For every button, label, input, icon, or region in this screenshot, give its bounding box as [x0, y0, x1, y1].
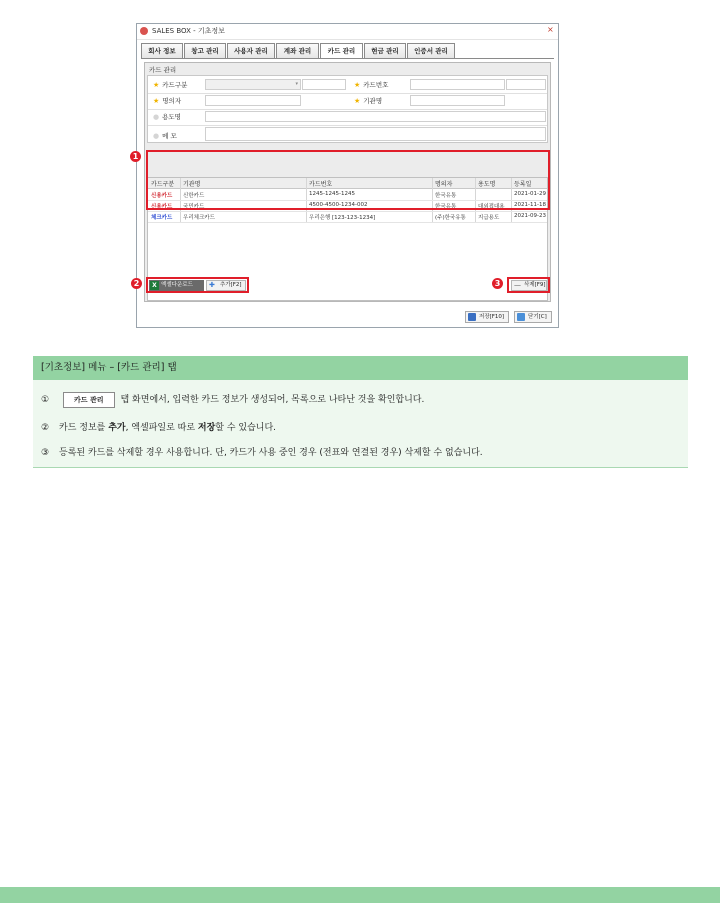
info-line-2-mid: , 엑셀파일로 따로 [125, 423, 198, 433]
close-button[interactable] [514, 311, 552, 323]
card-number-extra-field[interactable] [506, 79, 546, 90]
save-label: 저장[F10] [479, 314, 505, 320]
tab-accounts[interactable]: 계좌 관리 [276, 43, 319, 58]
usage-input[interactable] [205, 111, 546, 122]
exit-icon [517, 313, 525, 321]
step-number: ② [41, 423, 50, 433]
save-disk-icon [468, 313, 476, 321]
info-line-3-text: 등록된 카드를 삭제할 경우 사용합니다. 단, 카드가 사용 중인 경우 (전표와 연결된 경우) 삭제할 수 없습니다. [59, 448, 483, 458]
card-form [147, 75, 548, 143]
date-cell: 2021-01-29 [514, 191, 546, 197]
annotation-box-delete [507, 277, 550, 293]
date-cell: 2021-11-18 [514, 202, 546, 208]
info-body [33, 380, 688, 468]
info-line-2-bold-add: 추가 [108, 423, 126, 433]
card-type-cell: 신용카드 [151, 204, 173, 210]
institution-input[interactable] [410, 95, 505, 106]
card-number-cell: 4500-4500-1234-002 [309, 202, 368, 208]
institution-cell: 우리체크카드 [183, 215, 215, 221]
memo-label: ● 메 모 [153, 132, 177, 140]
annotation-box-list [146, 150, 550, 210]
info-line-2-post: 할 수 있습니다. [215, 423, 277, 433]
usage-label: ● 용도명 [153, 113, 181, 121]
owner-label: ★ 명의자 [153, 97, 182, 105]
plus-icon: ✚ [209, 281, 215, 289]
required-star-icon: ★ [354, 81, 361, 89]
owner-cell: 한국유통 [435, 204, 457, 210]
save-button[interactable] [465, 311, 509, 323]
info-line-2 [41, 420, 276, 433]
info-header: [기초정보] 메뉴 – [카드 관리] 탭 [33, 356, 688, 380]
tab-warehouse[interactable]: 창고 관리 [184, 43, 226, 58]
step-number: ③ [41, 448, 50, 458]
tab-divider [141, 58, 554, 59]
institution-label: ★ 기관명 [354, 97, 383, 105]
info-line-2-pre: 카드 정보를 [59, 423, 109, 433]
info-line-2-bold-save: 저장 [197, 423, 216, 433]
memo-input[interactable] [205, 127, 546, 141]
step-number: ① [41, 395, 50, 405]
excel-download-label: 엑셀다운로드 [161, 282, 193, 288]
app-logo-icon [140, 27, 148, 35]
chevron-down-icon: ▾ [295, 81, 298, 87]
form-divider [148, 93, 547, 94]
tab-cash[interactable]: 현금 관리 [364, 43, 406, 58]
column-header-usage[interactable]: 용도명 [478, 181, 496, 188]
minus-icon: — [514, 281, 521, 289]
annotation-marker-1: 1 [130, 151, 141, 162]
window-title: SALES BOX - 기초정보 [152, 27, 225, 35]
table-row[interactable] [148, 211, 547, 223]
add-label: 추가[F2] [220, 282, 242, 288]
required-star-icon: ★ [153, 97, 160, 105]
column-header-card-type[interactable]: 카드구분 [151, 181, 175, 188]
institution-cell: 국민카드 [183, 204, 205, 210]
annotation-box-buttons [146, 277, 249, 293]
close-label: 닫기[C] [528, 314, 547, 320]
footer-bar [0, 887, 720, 903]
column-header-owner[interactable]: 명의자 [435, 181, 453, 188]
excel-icon: X [150, 281, 159, 290]
card-number-cell: 우리은행 [123-123-1234] [309, 215, 376, 221]
usage-cell: 지급용도 [478, 215, 500, 221]
window-titlebar [137, 24, 558, 40]
required-star-icon: ★ [354, 97, 361, 105]
optional-dot-icon: ● [153, 132, 160, 140]
card-number-input[interactable] [410, 79, 505, 90]
delete-label: 삭제[F9] [524, 282, 546, 288]
column-header-date[interactable]: 등록일 [514, 181, 532, 188]
column-header-card-number[interactable]: 카드번호 [309, 181, 333, 188]
card-type-select[interactable] [205, 79, 301, 90]
window-close-icon[interactable]: × [547, 25, 554, 34]
optional-dot-icon: ● [153, 113, 160, 121]
tab-card-management[interactable]: 카드 관리 [320, 43, 363, 59]
card-type-extra-field[interactable] [302, 79, 346, 90]
usage-cell: 대외접대용 [478, 204, 505, 210]
required-star-icon: ★ [153, 81, 160, 89]
card-type-cell: 체크카드 [151, 215, 173, 221]
tab-bar [141, 43, 556, 59]
form-divider [148, 125, 547, 126]
form-divider [148, 109, 547, 110]
annotation-marker-3: 3 [492, 278, 503, 289]
info-line-1 [41, 392, 424, 408]
institution-cell: 신한카드 [183, 193, 205, 199]
owner-cell: 한국유통 [435, 193, 457, 199]
owner-cell: (주)한국유통 [435, 215, 466, 221]
card-management-chip: 카드 관리 [63, 392, 115, 408]
tab-company-info[interactable]: 회사 정보 [141, 43, 183, 58]
card-number-label: ★ 카드번호 [354, 81, 389, 89]
panel-title: 카드 관리 [149, 66, 177, 74]
info-line-1-text: 탭 화면에서, 입력한 카드 정보가 생성되어, 목록으로 나타난 것을 확인합니다. [120, 395, 425, 405]
card-type-cell: 신용카드 [151, 193, 173, 199]
info-line-3 [41, 445, 483, 458]
owner-input[interactable] [205, 95, 301, 106]
column-header-institution[interactable]: 기관명 [183, 181, 201, 188]
annotation-marker-2: 2 [131, 278, 142, 289]
tab-users[interactable]: 사용자 관리 [227, 43, 275, 58]
date-cell: 2021-09-23 [514, 213, 546, 219]
card-type-label: ★ 카드구분 [153, 81, 188, 89]
card-number-cell: 1245-1245-1245 [309, 191, 355, 197]
tab-certificates[interactable]: 인증서 관리 [407, 43, 455, 58]
